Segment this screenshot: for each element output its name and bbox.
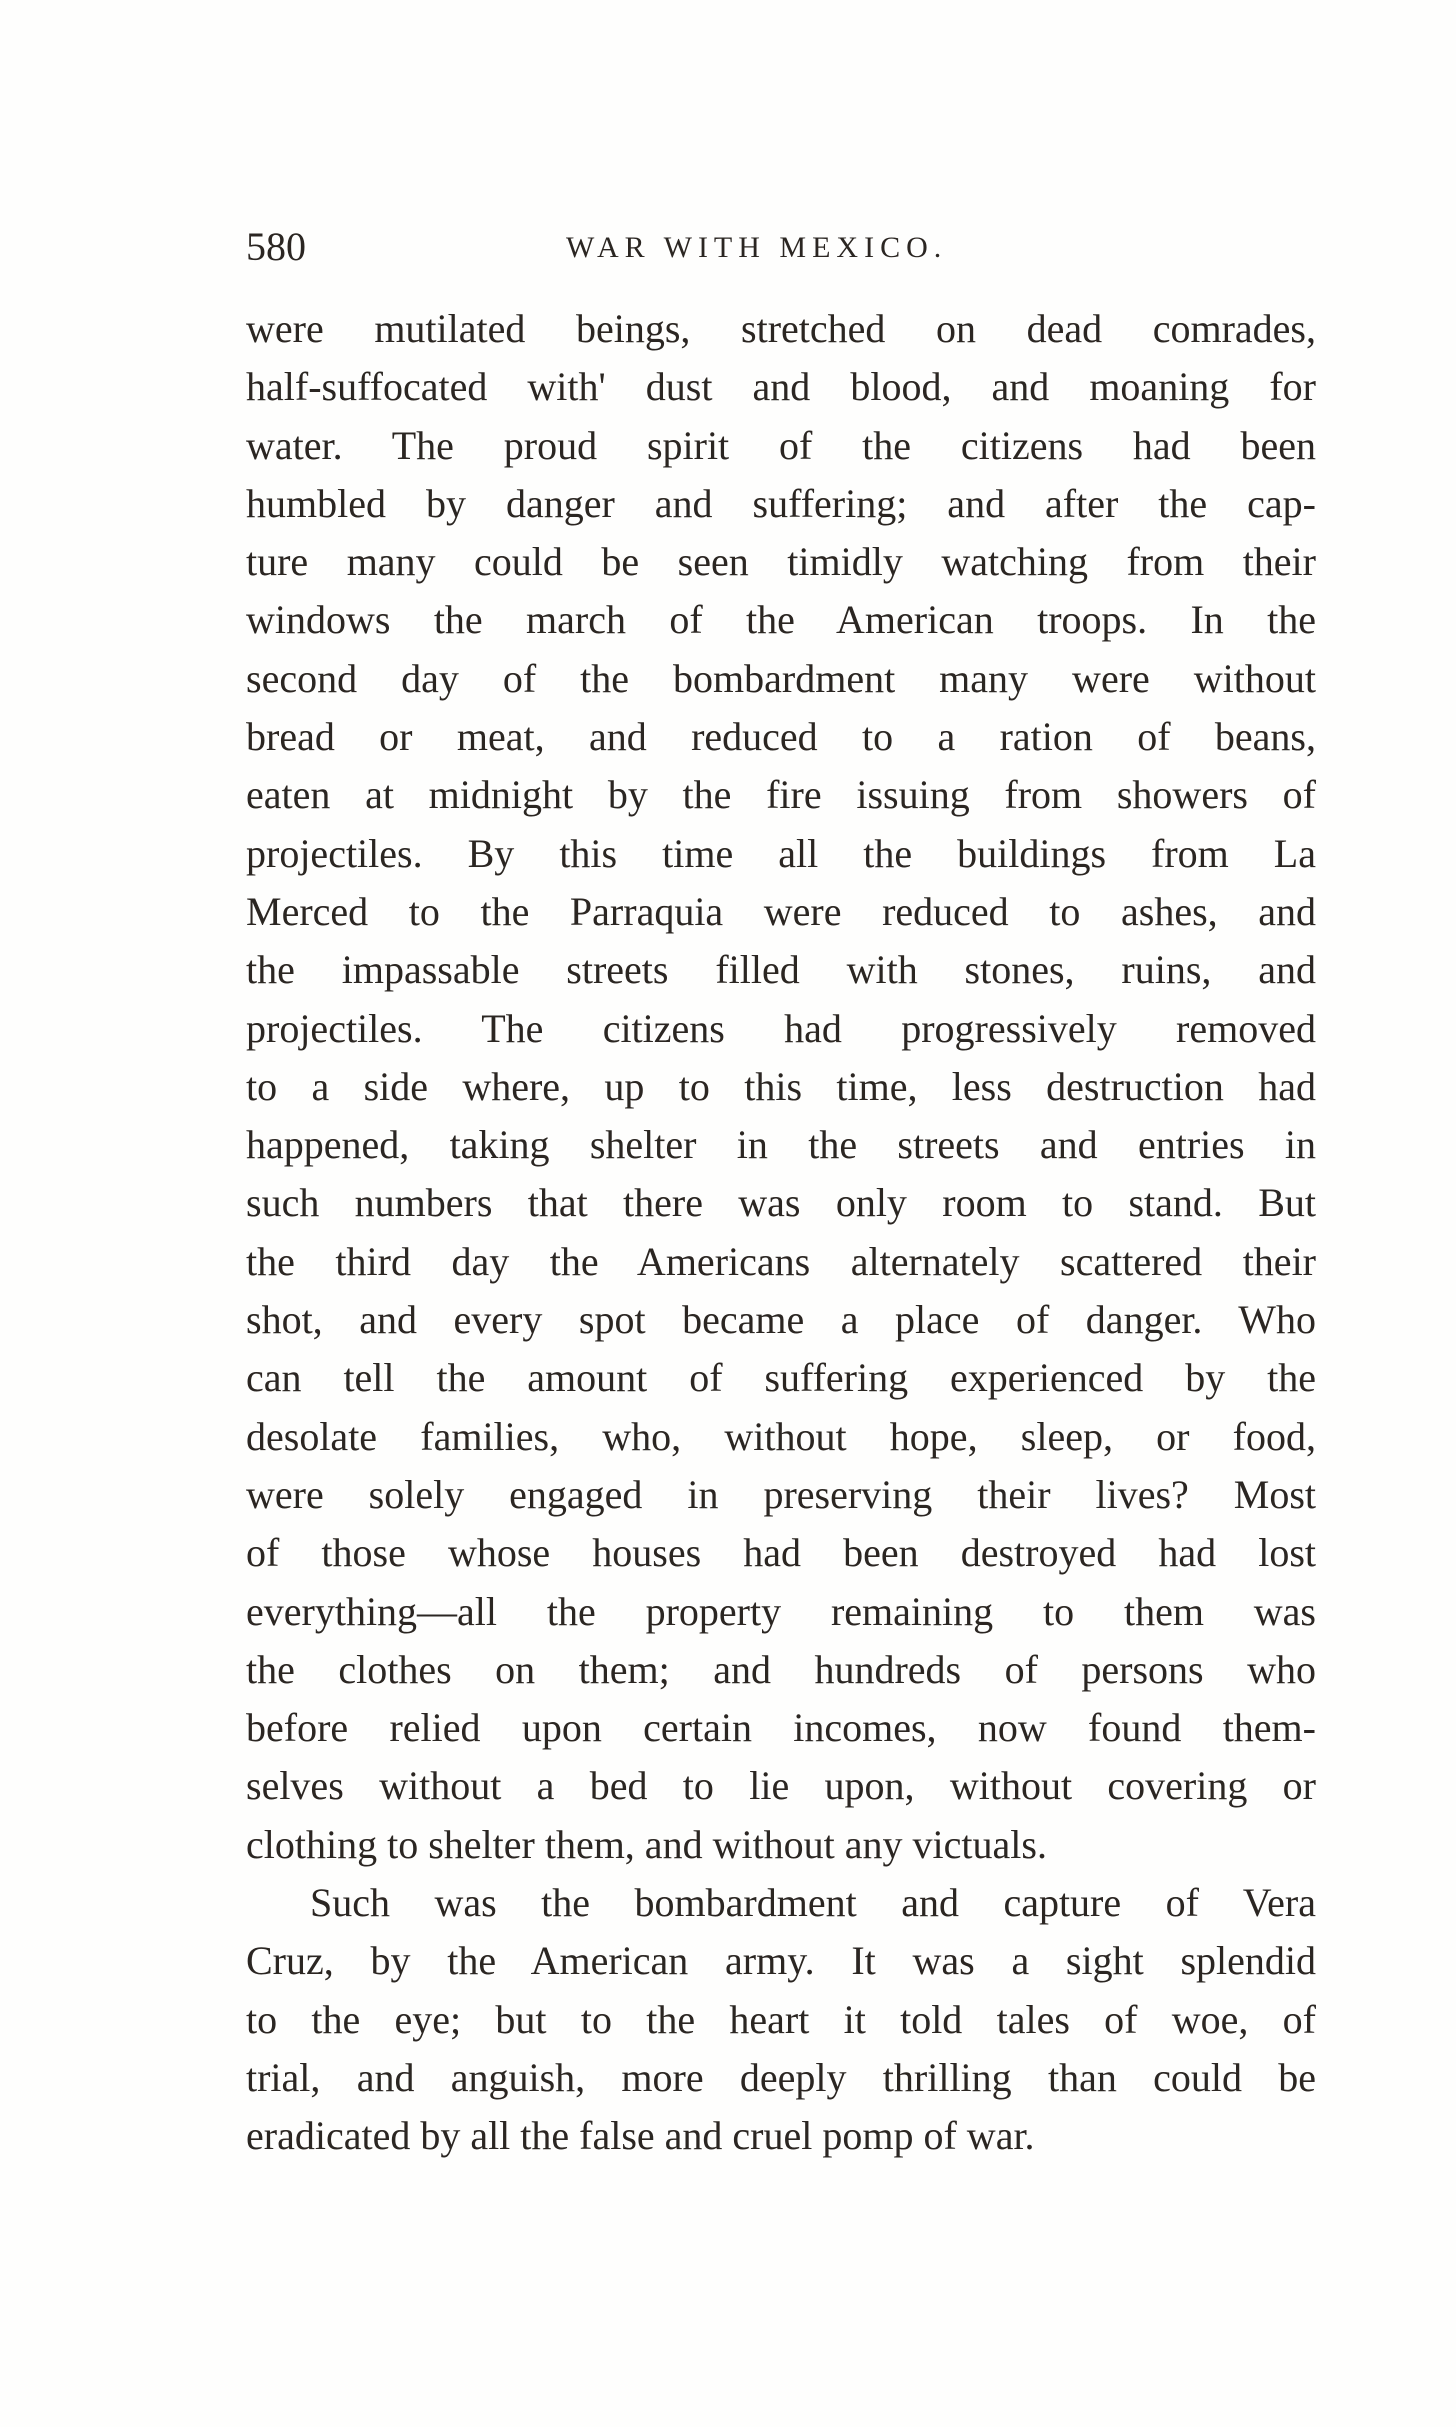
text-line: bread or meat, and reduced to a ration of beans,	[246, 714, 1316, 760]
paragraph-1	[246, 300, 1316, 1874]
text-line: windows the march of the American troops. In the	[246, 597, 1316, 643]
text-line: Cruz, by the American army. It was a sight splendid	[246, 1938, 1316, 1984]
text-line: to a side where, up to this time, less destruction had	[246, 1063, 1316, 1109]
text-line: the third day the Americans alternately scattered their	[246, 1238, 1316, 1284]
text-line: shot, and every spot became a place of danger. Who	[246, 1297, 1316, 1343]
page-number: 580	[246, 224, 306, 269]
text-line: of those whose houses had been destroyed had lost	[246, 1530, 1316, 1576]
text-line: Such was the bombardment and capture of Vera	[310, 1880, 1316, 1926]
text-line: projectiles. The citizens had progressively removed	[246, 1005, 1316, 1051]
text-line: to the eye; but to the heart it told tales of woe, of	[246, 1996, 1316, 2042]
text-line: humbled by danger and suffering; and after the cap-	[246, 480, 1316, 526]
text-line: Merced to the Parraquia were reduced to ashes, and	[246, 888, 1316, 934]
text-line: the clothes on them; and hundreds of persons who	[246, 1646, 1316, 1692]
text-line: clothing to shelter them, and without any victuals.	[246, 1821, 1047, 1867]
text-line: eradicated by all the false and cruel pomp of war.	[246, 2113, 1035, 2159]
text-line: half-suffocated with' dust and blood, and moaning for	[246, 364, 1316, 410]
text-line: such numbers that there was only room to stand. But	[246, 1180, 1316, 1226]
text-line: before relied upon certain incomes, now found them-	[246, 1705, 1316, 1751]
text-line: desolate families, who, without hope, sleep, or food,	[246, 1413, 1316, 1459]
text-line: trial, and anguish, more deeply thrilling than could be	[246, 2054, 1316, 2100]
body-text	[246, 300, 1316, 2166]
text-line: projectiles. By this time all the buildings from La	[246, 830, 1316, 876]
page-header	[246, 223, 1316, 273]
text-line: ture many could be seen timidly watching from their	[246, 539, 1316, 585]
text-line: were solely engaged in preserving their lives? Most	[246, 1471, 1316, 1517]
text-line: eaten at midnight by the fire issuing from showers of	[246, 772, 1316, 818]
paragraph-2	[246, 1874, 1316, 2165]
text-line: were mutilated beings, stretched on dead comrades,	[246, 306, 1316, 351]
text-line: selves without a bed to lie upon, without covering or	[246, 1763, 1316, 1809]
text-line: second day of the bombardment many were without	[246, 655, 1316, 701]
text-line: happened, taking shelter in the streets and entries in	[246, 1122, 1316, 1168]
text-line: everything—all the property remaining to them was	[246, 1588, 1316, 1634]
text-line: can tell the amount of suffering experienced by the	[246, 1355, 1316, 1401]
text-line: water. The proud spirit of the citizens had been	[246, 422, 1316, 468]
text-line: the impassable streets filled with stones, ruins, and	[246, 947, 1316, 993]
running-head: WAR WITH MEXICO.	[566, 231, 948, 264]
